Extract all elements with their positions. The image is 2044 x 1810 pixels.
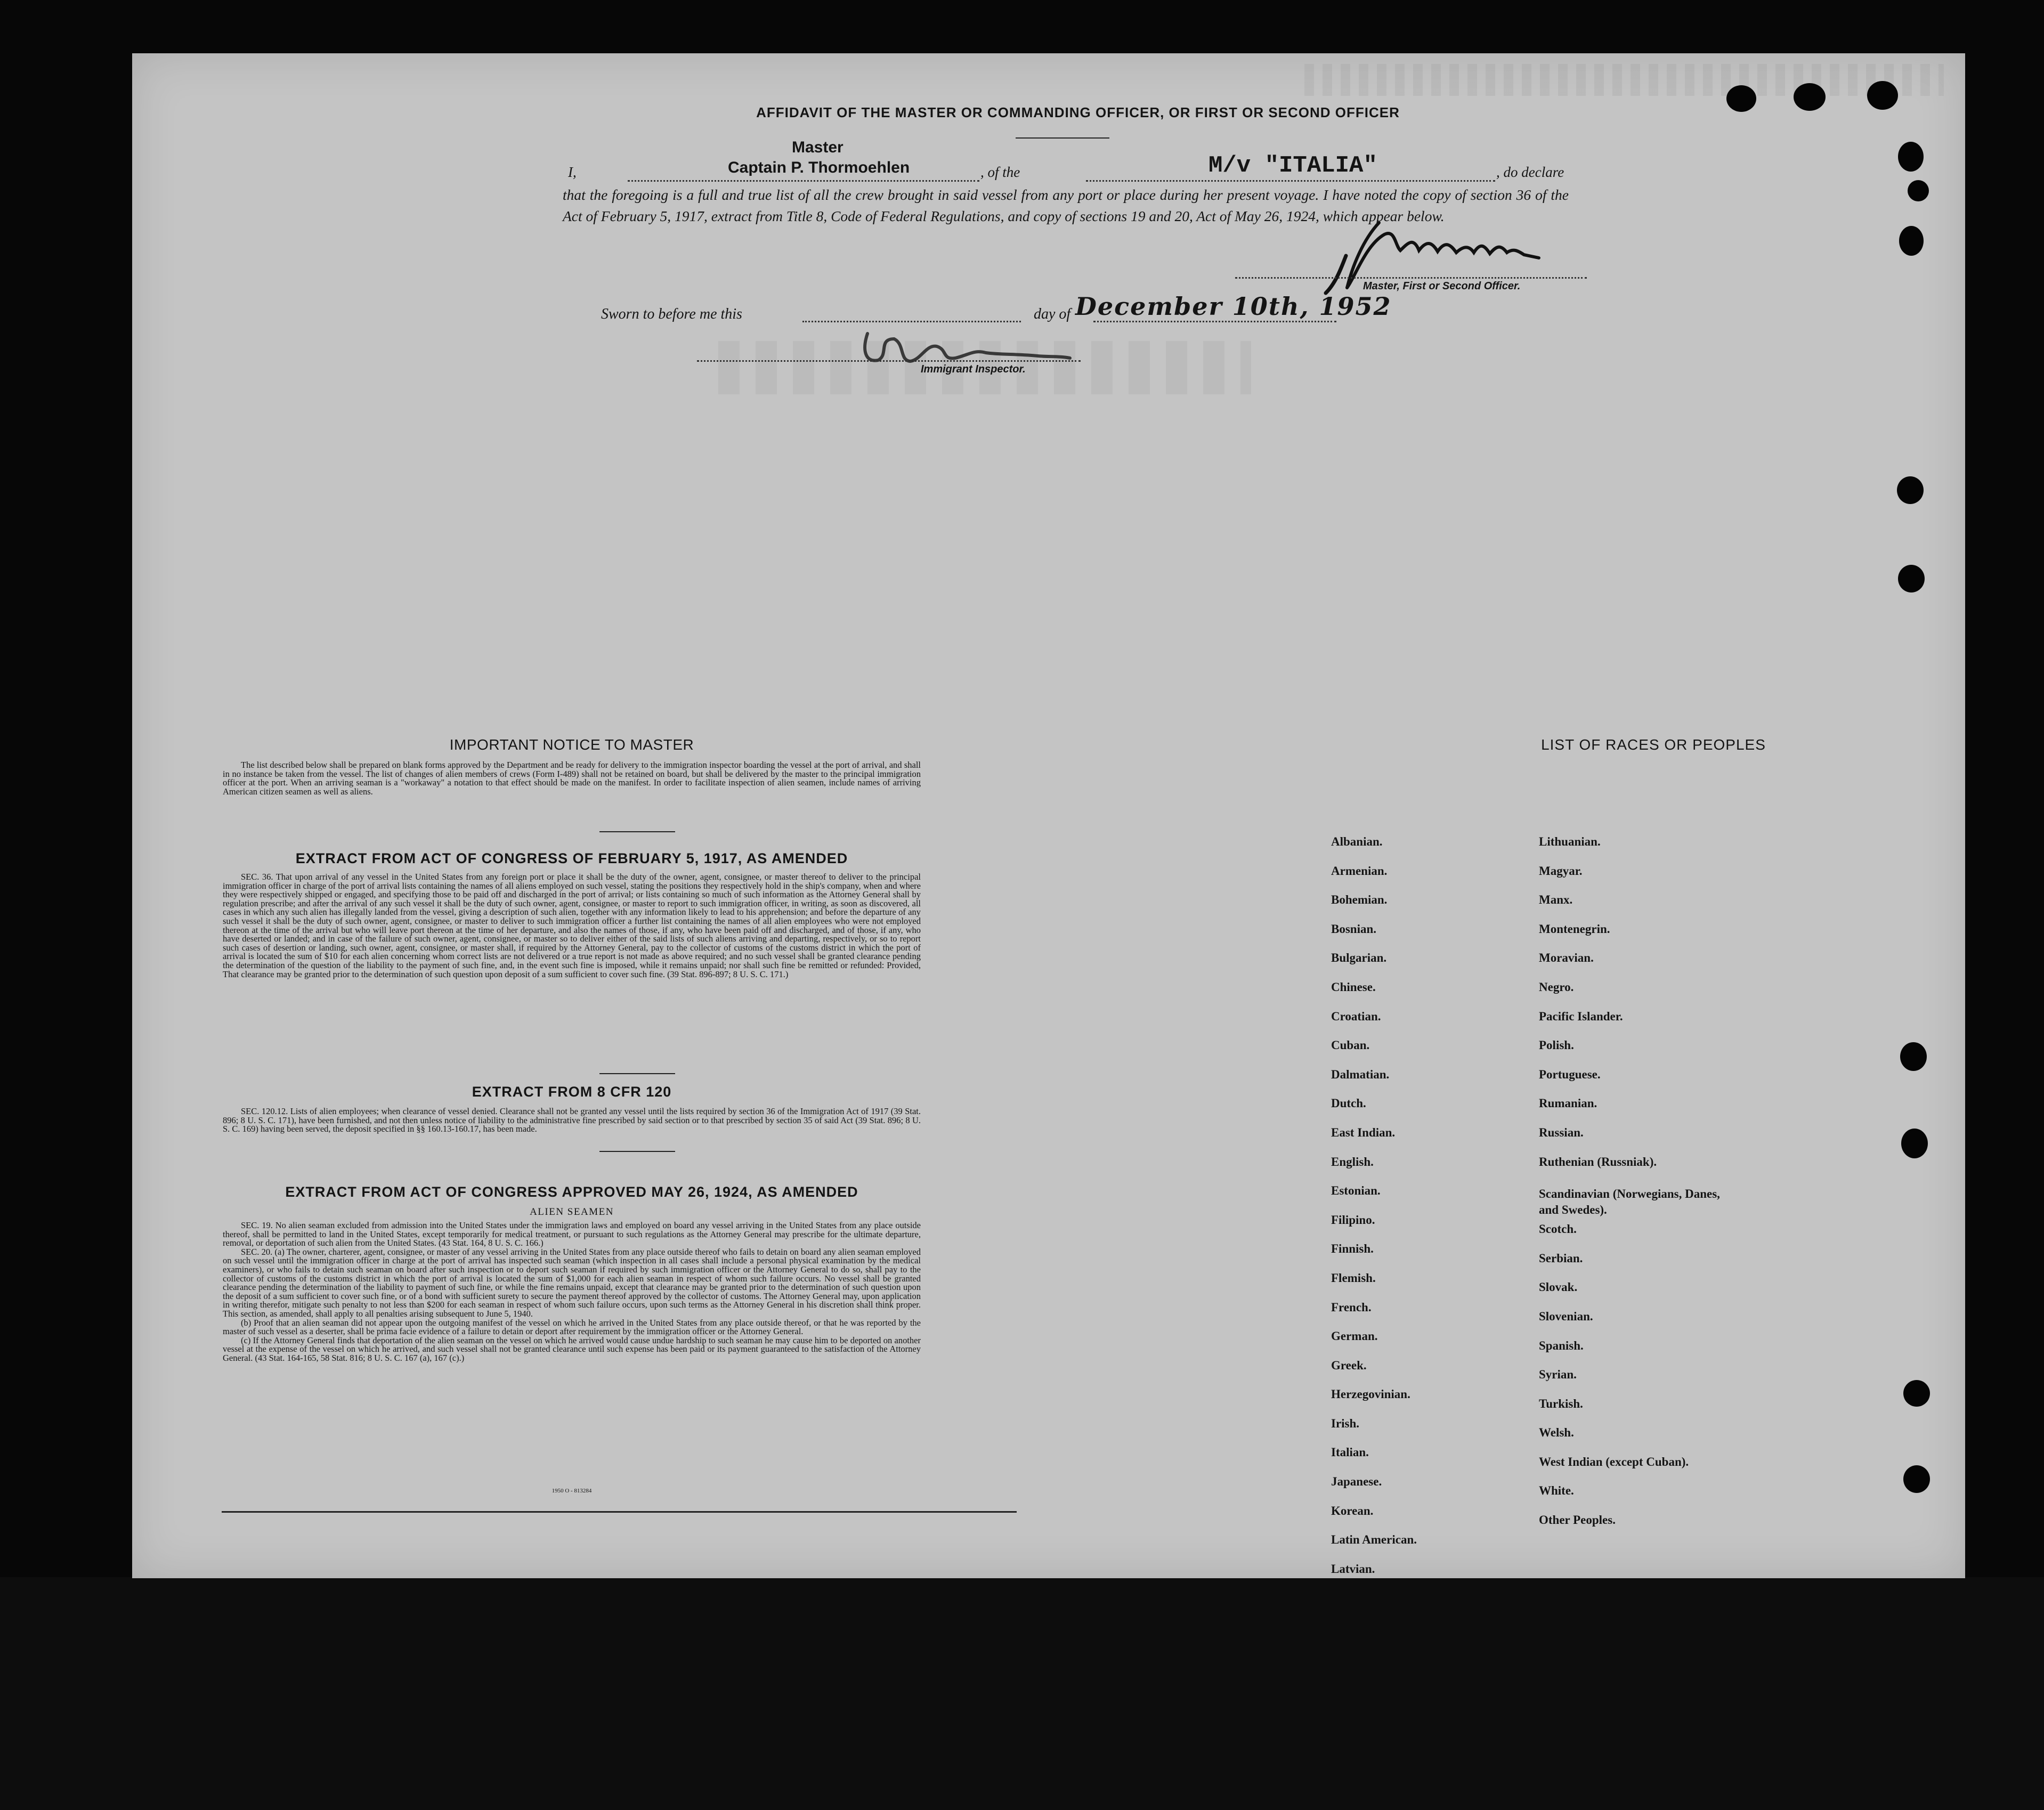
race-item: Scotch.: [1539, 1222, 1577, 1236]
scan-background: [0, 1577, 2044, 1810]
heading-rule: [1016, 137, 1109, 139]
races-heading: LIST OF RACES OR PEOPLES: [1541, 736, 1766, 753]
race-item: White.: [1539, 1484, 1574, 1498]
race-item: Bosnian.: [1331, 922, 1377, 936]
race-item: Dalmatian.: [1331, 1067, 1390, 1081]
punch-hole: [1794, 83, 1826, 111]
bleed-through-stamp: [718, 341, 1251, 394]
race-item: Greek.: [1331, 1358, 1367, 1372]
race-item: Ruthenian (Russniak).: [1539, 1155, 1657, 1168]
declarant-name: Captain P. Thormoehlen: [728, 159, 910, 176]
notice-divider: [599, 831, 675, 832]
race-item: Turkish.: [1539, 1397, 1583, 1410]
document-page: [132, 53, 1965, 1578]
of-the-label: , of the: [980, 164, 1020, 180]
vessel-name: M/v "ITALIA": [1208, 152, 1377, 179]
rank-written: Master: [792, 139, 843, 156]
race-item: English.: [1331, 1155, 1374, 1168]
extract-1924-heading: EXTRACT FROM ACT OF CONGRESS APPROVED MAY 26, 1924, AS AMENDED: [285, 1184, 858, 1200]
sworn-date-line: [1093, 321, 1336, 322]
punch-hole: [1901, 1129, 1928, 1158]
day-of-label: day of: [1034, 306, 1071, 322]
punch-hole: [1899, 226, 1924, 256]
master-caption: Master, First or Second Officer.: [1363, 280, 1521, 292]
race-item: Polish.: [1539, 1038, 1574, 1052]
punch-hole: [1898, 565, 1925, 592]
race-item: West Indian (except Cuban).: [1539, 1455, 1689, 1468]
section-20b: (b) Proof that an alien seaman did not appear upon the outgoing manifest of the vessel on which he arrived in the United States from any place outside thereof, or that he was reported by the master of such vessel as a deserter, shall be prima facie evidence of a failure to detain or deport after requirement by the immigration officer or the Attorney General.: [223, 1317, 921, 1337]
races-column-2: [1539, 834, 1741, 1541]
punch-hole: [1898, 142, 1924, 172]
print-code: 1950 O - 813284: [551, 1488, 592, 1494]
affidavit-heading: AFFIDAVIT OF THE MASTER OR COMMANDING OFFICER, OR FIRST OR SECOND OFFICER: [756, 104, 1400, 120]
race-item: Filipino.: [1331, 1213, 1375, 1227]
extract-1917-divider: [599, 1073, 675, 1074]
race-item: Negro.: [1539, 980, 1574, 994]
section-20c: (c) If the Attorney General finds that deportation of the alien seaman on the vessel on which he arrived would cause undue hardship to such seaman he may cause him to be deported on another vessel at the expense of the vessel on which he arrived, and such vessel shall not be granted clearance until such expense has been paid or its payment guaranteed to the satisfaction of the Attorney General. (43 Stat. 164-165, 58 Stat. 816; 8 U. S. C. 167 (a), 167 (c).): [223, 1335, 921, 1363]
race-item: Dutch.: [1331, 1097, 1366, 1110]
race-item: Moravian.: [1539, 951, 1594, 965]
bottom-rule: [222, 1511, 1017, 1513]
bleed-through-text: [1304, 64, 1944, 96]
inspector-caption: Immigrant Inspector.: [921, 363, 1026, 375]
race-item: Croatian.: [1331, 1009, 1381, 1023]
extract-cfr-heading: EXTRACT FROM 8 CFR 120: [472, 1084, 672, 1100]
sworn-date: December 10th, 1952: [1075, 292, 1392, 321]
race-item: Other Peoples.: [1539, 1513, 1616, 1527]
race-item: Lithuanian.: [1539, 835, 1601, 848]
vessel-line: [1086, 180, 1495, 182]
race-item: Cuban.: [1331, 1038, 1370, 1052]
race-item: Flemish.: [1331, 1271, 1376, 1285]
race-item: Bulgarian.: [1331, 951, 1387, 965]
race-item: Portuguese.: [1539, 1067, 1601, 1081]
alien-seamen-subheading: ALIEN SEAMEN: [530, 1206, 614, 1218]
punch-hole: [1867, 81, 1898, 110]
race-item: Latin American.: [1331, 1533, 1417, 1547]
race-item: Pacific Islander.: [1539, 1009, 1623, 1023]
race-item: Armenian.: [1331, 864, 1388, 878]
extract-1917-text: SEC. 36. That upon arrival of any vessel in the United States from any foreign port or place it shall be the duty of the owner, agent, consignee, or master thereof to deliver to the principal immigration officer in charge of the port of arrival lists containing the names of all aliens employed on such vessel, stating the positions they respectively hold in the ship's company, when and where they were respectively shipped or engaged, and specifying those to be paid off and discharged in the port of arrival; or lists containing so much of such information as the Attorney General shall by regulation prescribe; and after the arrival of any such vessel it shall be the duty of such owner, agent, consignee, or master to report to such immigration officer, in writing, as soon as discovered, all cases in which any such alien has illegally landed from the vessel, giving a description of such alien, together with any information likely to lead to his apprehension; and before the departure of any such vessel it shall be the duty of such owner, agent, consignee, or master to deliver to such immigration officer a further list containing the names of all alien employees who were not employed thereon at the time of the arrival but who will leave port thereon at the time of her departure, and also the names of those, if any, who have been paid off and discharged, and of those, if any, who have deserted or landed; and in case of the failure of such owner, agent, consignee, or master so to deliver either of the said lists of such aliens arriving and departing, respectively, or so to report such cases of desertion or landing, such owner, agent, consignee, or master shall, if required by the Attorney General, pay to the collector of customs of the customs district in which the port of arrival is located the sum of $10 for each alien concerning whom correct lists are not delivered or a true report is not made as above required; and no such vessel shall be granted clearance pending the determination of the question of the liability to the payment of such fine, and, in the event such fine is imposed, while it remains unpaid; nor shall such fine be remitted or refunded: Provided, That clearance may be granted prior to the determination of such question upon deposit of a sum sufficient to cover such fine. (39 Stat. 896-897; 8 U. S. C. 171.): [223, 872, 921, 979]
race-item: Slovenian.: [1539, 1309, 1593, 1323]
extract-cfr-divider: [599, 1151, 675, 1152]
race-item: Albanian.: [1331, 835, 1383, 848]
race-item: French.: [1331, 1300, 1372, 1314]
do-declare-label: , do declare: [1496, 164, 1564, 180]
race-item: East Indian.: [1331, 1125, 1396, 1139]
declarant-prefix: I,: [568, 164, 577, 180]
race-item: Japanese.: [1331, 1475, 1382, 1489]
punch-hole: [1903, 1380, 1930, 1407]
race-item: Manx.: [1539, 893, 1573, 907]
race-item: Irish.: [1331, 1416, 1360, 1430]
punch-hole: [1897, 476, 1924, 504]
sworn-day-line: [802, 321, 1021, 322]
punch-hole: [1908, 180, 1929, 201]
punch-hole: [1900, 1042, 1927, 1071]
race-item: Rumanian.: [1539, 1097, 1597, 1110]
extract-1924-text: [223, 1221, 921, 1363]
race-item: Latvian.: [1331, 1562, 1375, 1576]
race-item: Montenegrin.: [1539, 922, 1610, 936]
race-item: Scandinavian (Norwegians, Danes, and Swedes).: [1539, 1187, 1720, 1217]
race-item: Magyar.: [1539, 864, 1583, 878]
section-19: SEC. 19. No alien seaman excluded from admission into the United States under the immigration laws and employed on board any vessel arriving in the United States from any place outside thereof, shall be permitted to land in the United States, except temporarily for medical treatment, or pursuant to such regulations as the Attorney General may prescribe for the ultimate departure, removal, or deportation of such alien from the United States. (43 Stat. 164, 8 U. S. C. 166.): [223, 1220, 921, 1248]
race-item: Russian.: [1539, 1125, 1584, 1139]
notice-text: The list described below shall be prepared on blank forms approved by the Department and be ready for delivery to the immigration inspector boarding the vessel at the port of arrival, and shall in no instance be taken from the vessel. The list of changes of alien members of crews (Form I-489) shall not be retained on board, but shall be delivered by the master to the principal immigration officer at the port. When an arriving seaman is a "workaway" a notation to that effect should be made on the manifest. In order to facilitate inspection of alien seamen, include names of arriving American citizen seamen as well as aliens.: [223, 760, 921, 797]
race-item: Welsh.: [1539, 1426, 1574, 1440]
extract-1917-heading: EXTRACT FROM ACT OF CONGRESS OF FEBRUARY 5, 1917, AS AMENDED: [295, 850, 848, 866]
race-item: Serbian.: [1539, 1251, 1583, 1265]
race-item: Finnish.: [1331, 1242, 1374, 1256]
race-item: Syrian.: [1539, 1368, 1577, 1382]
race-item: German.: [1331, 1329, 1378, 1343]
race-item: Slovak.: [1539, 1280, 1578, 1294]
master-signature-line: [1235, 277, 1587, 279]
section-20a: SEC. 20. (a) The owner, charterer, agent, consignee, or master of any vessel arriving in the United States from any place outside thereof who fails to detain on board any alien seaman employed on such vessel until the immigration officer in charge at the port of arrival has inspected such seaman (which inspection in all cases shall include a personal physical examination by the medical examiners), or who fails to detain such seaman on board after such inspection or to deport such seaman if required by such immigration officer or the Attorney General to do so, shall pay to the collector of customs of the customs district in which the port of arrival is located the sum of $1,000 for each alien seaman in respect of whom such failure occurs. No vessel shall be granted clearance pending the determination of the liability to payment of such fine, or while the fine remains unpaid, except that clearance may be granted prior to the determination of such question upon the deposit of a sum sufficient to cover such fine, or of a bond with sufficient surety to secure the payment thereof approved by the collector of customs. The Attorney General may, upon application in writing therefor, mitigate such penalty to not less than $200 for each seaman in respect of whom such failure occurs, upon such terms as the Attorney General in his discretion shall think proper. This section, as amended, shall apply to all penalties arising subsequent to June 5, 1940.: [223, 1246, 921, 1319]
affidavit-body: that the foregoing is a full and true list of all the crew brought in said vessel from any port or place during her present voyage. I have noted the copy of section 36 of the Act of February 5, 1917, extract from Title 8, Code of Federal Regulations, and copy of sections 19 and 20, Act of May 26, 1924, which appear below.: [563, 186, 1569, 224]
declarant-line: [628, 180, 979, 182]
race-item: Chinese.: [1331, 980, 1376, 994]
race-item: Korean.: [1331, 1504, 1374, 1517]
race-item: Bohemian.: [1331, 893, 1388, 907]
race-item: Italian.: [1331, 1446, 1369, 1459]
race-item: Herzegovinian.: [1331, 1387, 1410, 1401]
punch-hole: [1903, 1465, 1930, 1493]
sworn-prefix: Sworn to before me this: [601, 306, 742, 322]
race-item: Spanish.: [1539, 1338, 1584, 1352]
races-column-1: [1331, 834, 1502, 1590]
extract-cfr-text: SEC. 120.12. Lists of alien employees; when clearance of vessel denied. Clearance shall not be granted any vessel until the lists required by section 36 of the Immigration Act of 1917 (39 Stat. 896; 8 U. S. C. 171), have been furnished, and not then unless notice of liability to the administrative fine prescribed by said section or to that prescribed by section 35 of said Act (39 Stat. 896; 8 U. S. C. 169) having been served, the deposit specified in §§ 160.13-160.17, has been made.: [223, 1106, 921, 1134]
race-item: Estonian.: [1331, 1184, 1381, 1198]
notice-heading: IMPORTANT NOTICE TO MASTER: [449, 736, 694, 753]
punch-hole: [1726, 85, 1756, 112]
